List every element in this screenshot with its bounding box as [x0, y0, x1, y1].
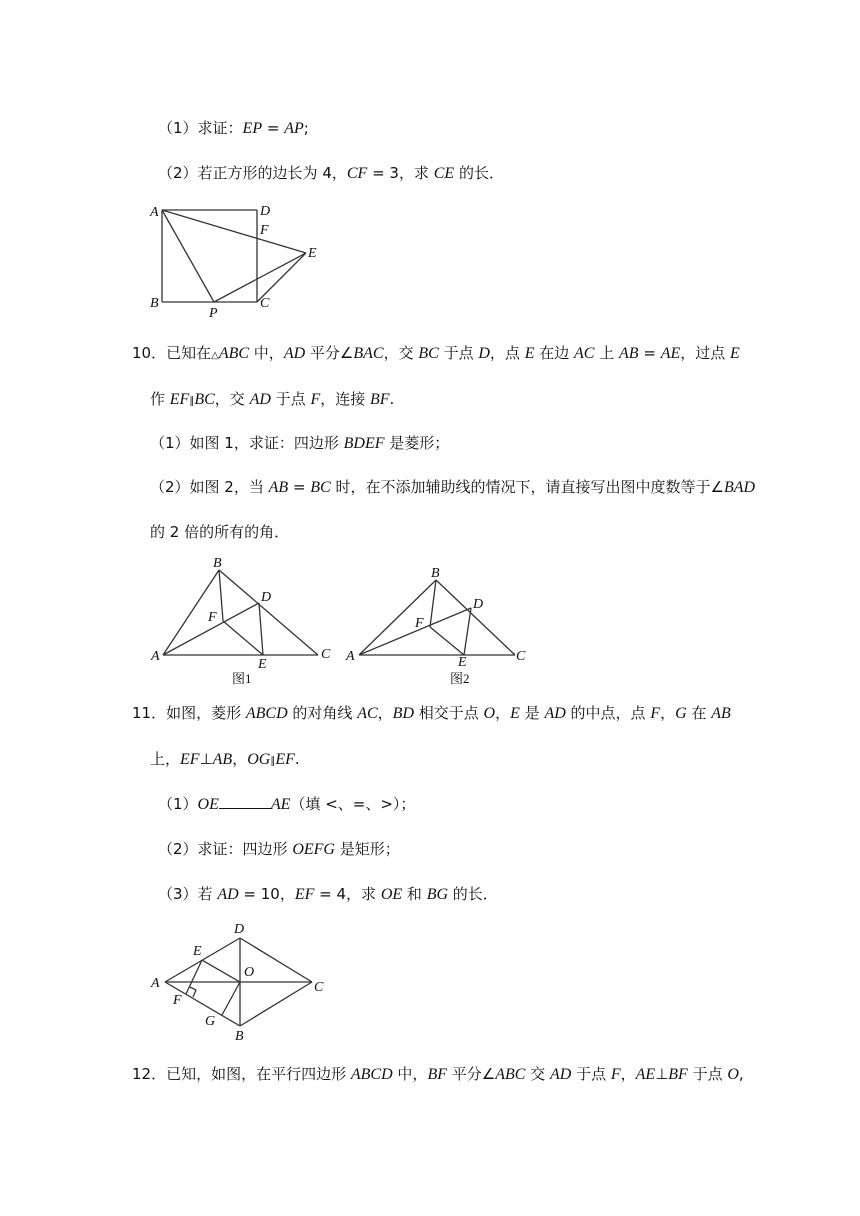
fig1-label-a: A — [151, 649, 160, 664]
fig-label-c: C — [314, 980, 324, 995]
q10-line4: （2）如图 2，当 AB = BC 时，在不添加辅助线的情况下，请直接写出图中度数等于∠BAD — [150, 478, 756, 496]
fig1-label-e: E — [258, 657, 267, 672]
fig-label-g: G — [205, 1014, 216, 1029]
fig2-caption: 图2 — [450, 671, 470, 686]
q9-part1: （1）求证：EP = AP; — [158, 119, 309, 137]
fig2-label-c: C — [516, 649, 526, 664]
fig2-label-a: A — [346, 649, 355, 664]
fig-label-e: E — [193, 944, 202, 959]
q10-line5: 的 2 倍的所有的角． — [150, 523, 290, 541]
q10-line3: （1）如图 1，求证：四边形 BDEF 是菱形； — [150, 434, 450, 452]
q11-line5: （3）若 AD = 10，EF = 4，求 OE 和 BG 的长． — [158, 885, 498, 903]
fig1-label-f: F — [208, 610, 217, 625]
q11-line1: 11．如图，菱形 ABCD 的对角线 AC，BD 相交于点 O，E 是 AD 的中点，点 F，G 在 AB — [132, 704, 731, 722]
fig-label-b: B — [235, 1029, 244, 1044]
fig2-label-d: D — [473, 597, 484, 612]
question-number: 10． — [132, 344, 167, 362]
label-b: B — [150, 296, 159, 311]
q11-line2: 上，EF⊥AB，OG∥EF. — [150, 750, 300, 768]
fig-label-d: D — [234, 922, 245, 937]
label-c: C — [260, 296, 270, 311]
label-p: P — [209, 306, 218, 321]
fig-label-f: F — [173, 993, 182, 1008]
label-d: D — [260, 204, 271, 219]
q11-line3: （1）OE AE（填 <、=、>）； — [158, 795, 416, 813]
label-e: E — [308, 246, 317, 261]
q10-line1: 10．已知在△ABC 中，AD 平分∠BAC，交 BC 于点 D，点 E 在边 AC 上 AB = AE，过点 E — [132, 344, 740, 362]
label-f: F — [260, 223, 269, 238]
fig2-label-f: F — [415, 616, 424, 631]
q11-line4: （2）求证：四边形 OEFG 是矩形； — [158, 840, 400, 858]
fig2-label-e: E — [458, 655, 467, 670]
fig1-caption: 图1 — [232, 671, 252, 686]
question-number: 11． — [132, 704, 167, 722]
right-angle-mark — [190, 987, 196, 997]
fig-label-a: A — [151, 976, 160, 991]
fig2-label-b: B — [431, 566, 440, 581]
fig1-label-c: C — [321, 647, 331, 662]
label-a: A — [150, 205, 159, 220]
q12-line1: 12．已知，如图，在平行四边形 ABCD 中，BF 平分∠ABC 交 AD 于点 F，AE⊥BF 于点 O, — [132, 1065, 744, 1083]
fig1-label-b: B — [213, 556, 222, 571]
q9-part2: （2）若正方形的边长为 4，CF = 3，求 CE 的长． — [158, 164, 504, 182]
q10-line2: 作 EF∥BC，交 AD 于点 F，连接 BF. — [150, 390, 395, 408]
question-number: 12． — [132, 1065, 167, 1083]
fig1-label-d: D — [261, 590, 272, 605]
fig-label-o: O — [244, 965, 255, 980]
